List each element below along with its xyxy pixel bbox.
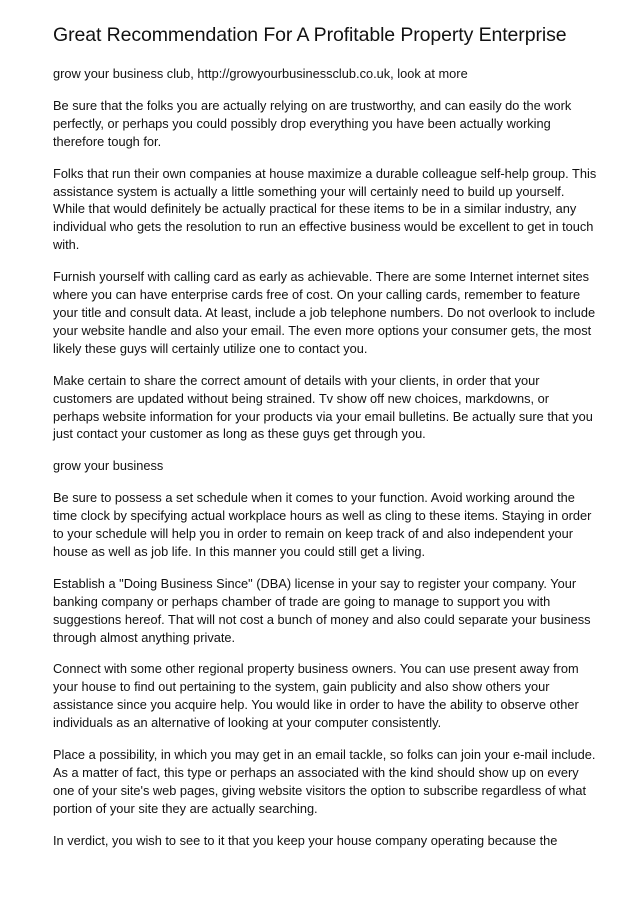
paragraph-trustworthy: Be sure that the folks you are actually relying on are trustworthy, and can easily do the work perfectly, or perhaps you could possibly drop everything you have been actually working therefore tough for. — [53, 97, 572, 149]
paragraph-connect-owners: Connect with some other regional property business owners. You can use present away from your house to find out pertaining to the system, gain publicity and also show others your assistance since you acquire help. You would like in order to have the ability to observe other individuals as an alternative of looking at your computer consistently. — [53, 661, 579, 731]
paragraph-verdict: In verdict, you wish to see to it that you keep your house company operating because the — [53, 832, 558, 848]
paragraph-calling-cards: Furnish yourself with calling card as early as achievable. There are some Internet internet sites where you can have enterprise cards free of cost. On your calling cards, remember to feature your title and consult data. At least, include a job telephone numbers. Do not overlook to include your website handle and also your email. The even more options your consumer gets, the most likely these guys will certainly utilize one to contact you. — [53, 269, 596, 356]
paragraph-link-line: grow your business club, http://growyourbusinessclub.co.uk, look at more — [53, 66, 468, 81]
paragraph-schedule: Be sure to possess a set schedule when it comes to your function. Avoid working around the time clock by specifying actual workplace hours as well as cling to these items. Staying in order to your schedule will help you in order to remain on keep track of and also independent your house as well as job life. In this manner you could still get a living. — [53, 490, 592, 559]
paragraph-support-group: Folks that run their own companies at house maximize a durable colleague self-help group. This assistance system is actually a little something your will certainly need to build up yourself. While that would definitely be actually practical for these items to be in a similar industry, any individual who gets the resolution to run an effective business would be excellent to get in touch with. — [53, 165, 597, 253]
paragraph-share-details: Make certain to share the correct amount of details with your clients, in order that your customers are updated without being strained. Tv show off new choices, markdowns, or perhaps website information for your products via your email bulletins. Be actually sure that you just contact your customer as long as these guys get through you. — [53, 372, 593, 442]
paragraph-email-signup: Place a possibility, in which you may get in an email tackle, so folks can join your e-mail include. As a matter of fact, this type or perhaps an associated with the kind should show up on every one of your site's web pages, giving website visitors the option to subscribe regardless of what portion of your site they are actually searching. — [53, 747, 596, 816]
document-title: Great Recommendation For A Profitable Property Enterprise — [53, 24, 567, 46]
paragraph-dba-license: Establish a "Doing Business Since" (DBA) license in your say to register your company. Your banking company or perhaps chamber of trade are going to manage to support you with suggestions hereof. That will not cost a bunch of money and also could separate your business through almost anything private. — [53, 575, 591, 645]
paragraph-grow-business: grow your business — [53, 458, 164, 474]
